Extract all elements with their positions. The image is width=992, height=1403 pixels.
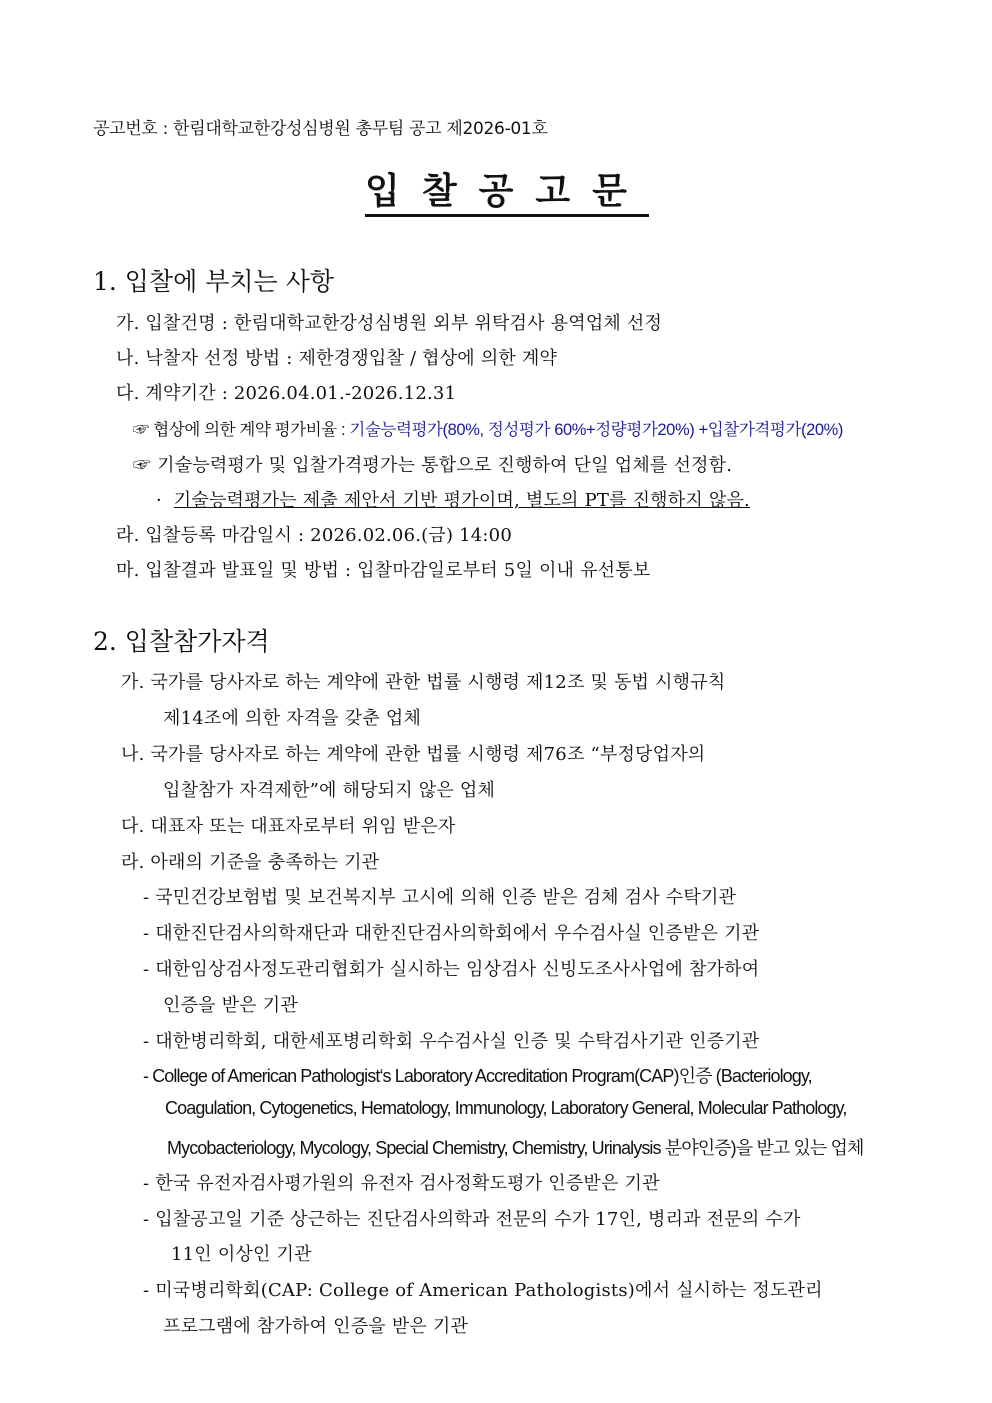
s2-na-line1: 나. 국가를 당사자로 하는 계약에 관한 법률 시행령 제76조 “부정당업자의 [121,744,706,765]
s1-bullet-mark: · [156,490,162,511]
s1-bullet-text: 기술능력평가는 제출 제안서 기반 평가이며, 별도의 PT를 진행하지 않음. [173,490,750,511]
s2-ga-line1: 가. 국가를 당사자로 하는 계약에 관한 법률 시행령 제12조 및 동법 시행규칙 [121,672,726,693]
s2-da: 다. 대표자 또는 대표자로부터 위임 받은자 [121,816,456,837]
s2-ga-line2: 제14조에 의한 자격을 갖춘 업체 [163,708,422,729]
s2-ra: 라. 아래의 기준을 충족하는 기관 [121,852,380,873]
s1-ga: 가. 입찰건명 : 한림대학교한강성심병원 외부 위탁검사 용역업체 선정 [116,313,663,334]
s2-item-cap: - College of American Pathologist‘s Laboratory Accreditation Program(CAP)인증 (Bacteriology, [143,1066,812,1086]
s2-item: - 대한임상검사정도관리협회가 실시하는 임상검사 신빙도조사사업에 참가하여 [143,959,760,980]
notice-number: 공고번호 : 한림대학교한강성심병원 총무팀 공고 제2026-01호 [93,119,548,139]
s1-na: 나. 낙찰자 선정 방법 : 제한경쟁입찰 / 협상에 의한 계약 [116,348,558,369]
s2-item-cont: 프로그램에 참가하여 인증을 받은 기관 [163,1316,469,1337]
s2-item: - 대한진단검사의학재단과 대한진단검사의학회에서 우수검사실 인증받은 기관 [143,923,760,944]
document-title: 입찰공고문 [365,171,649,217]
s2-item-cap-cont: Coagulation, Cytogenetics, Hematology, Immunology, Laboratory General, Molecular Pathology, [165,1098,847,1118]
s1-note1-prefix: ☞ 협상에 의한 계약 평가비율 : [133,421,350,439]
s1-note2: ☞ 기술능력평가 및 입찰가격평가는 통합으로 진행하여 단일 업체를 선정함. [133,455,733,476]
s1-note1 [133,416,843,440]
s2-item: - 미국병리학회(CAP: College of American Pathologists)에서 실시하는 정도관리 [143,1280,823,1301]
s2-item: - 입찰공고일 기준 상근하는 진단검사의학과 전문의 수가 17인, 병리과 전문의 수가 [143,1209,801,1230]
s2-na-line2: 입찰참가 자격제한”에 해당되지 않은 업체 [163,780,496,801]
section1-heading: 1. 입찰에 부치는 사항 [93,267,334,296]
s1-ra: 라. 입찰등록 마감일시 : 2026.02.06.(금) 14:00 [116,525,512,546]
s2-item-cap-cont: Mycobacteriology, Mycology, Special Chemistry, Chemistry, Urinalysis 분야인증)을 받고 있는 업체 [167,1138,864,1158]
s1-da: 다. 계약기간 : 2026.04.01.-2026.12.31 [116,383,457,404]
s2-item-cont: 11인 이상인 기관 [171,1244,312,1265]
document-title-wrap [0,163,992,214]
s2-item: - 국민건강보험법 및 보건복지부 고시에 의해 인증 받은 검체 검사 수탁기관 [143,887,737,908]
section2-heading: 2. 입찰참가자격 [93,627,270,656]
s2-item: - 한국 유전자검사평가원의 유전자 검사정확도평가 인증받은 기관 [143,1173,660,1194]
s1-ma: 마. 입찰결과 발표일 및 방법 : 입찰마감일로부터 5일 이내 유선통보 [116,560,651,581]
s2-item-cont: 인증을 받은 기관 [163,995,298,1016]
s2-item: - 대한병리학회, 대한세포병리학회 우수검사실 인증 및 수탁검사기관 인증기관 [143,1031,760,1052]
s1-note1-value: 기술능력평가(80%, 정성평가 60%+정량평가20%) +입찰가격평가(20%) [349,421,843,439]
s1-bullet-row [156,486,750,512]
